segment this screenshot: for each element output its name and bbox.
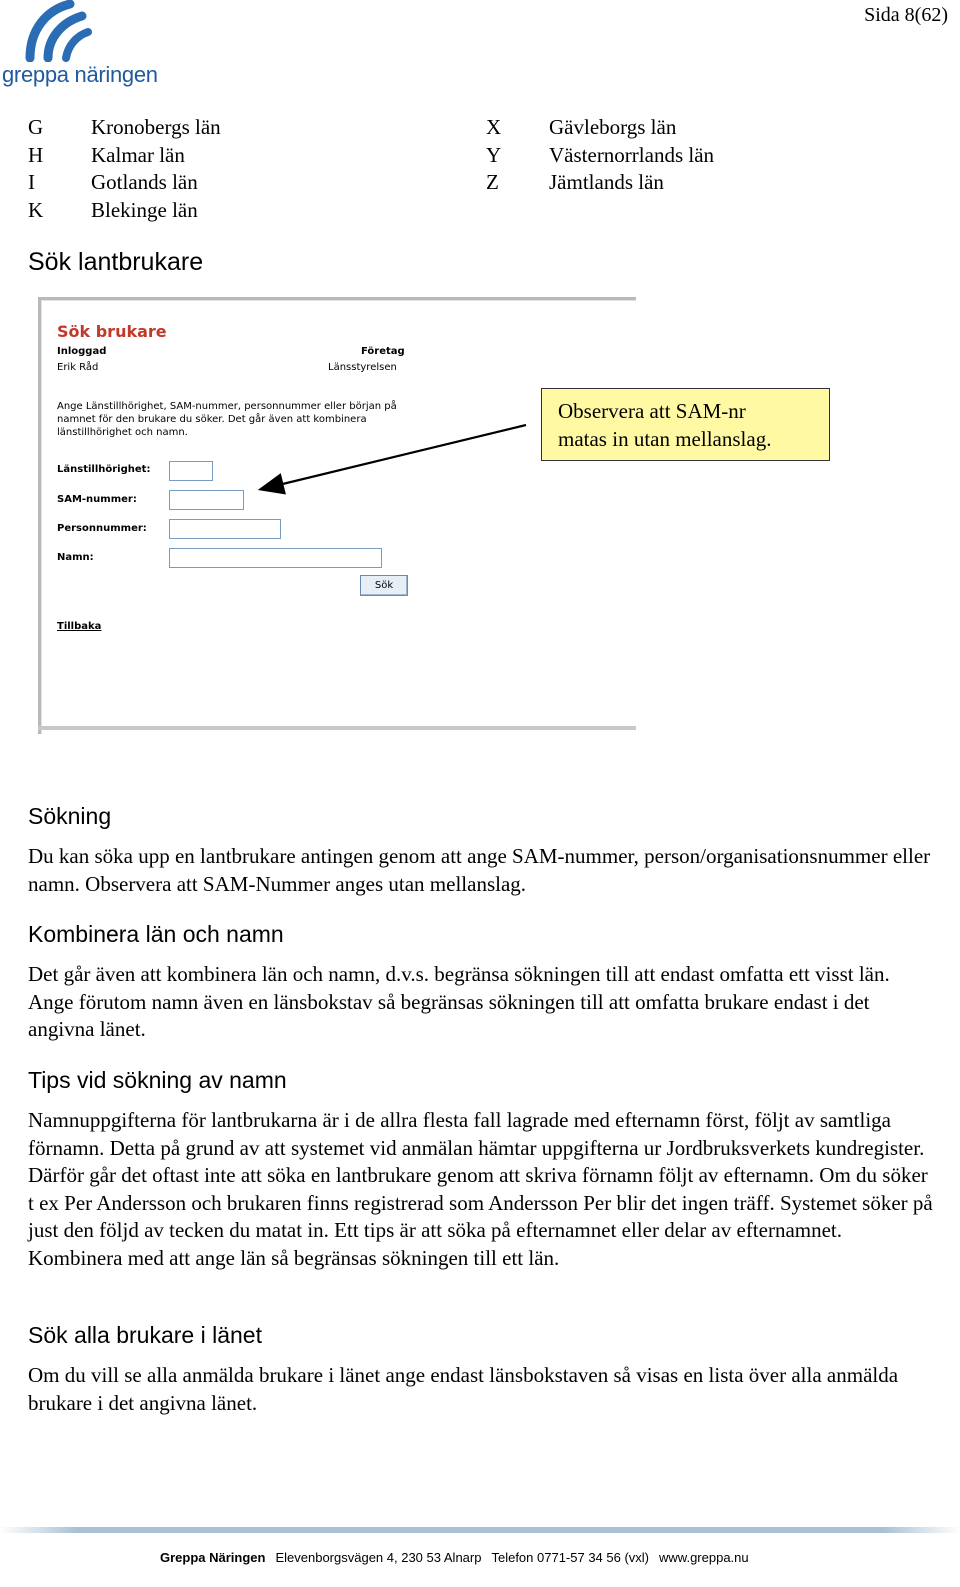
form-title: Sök brukare xyxy=(57,322,167,341)
footer-org: Greppa Näringen xyxy=(160,1550,266,1565)
section-heading-tips: Tips vid sökning av namn xyxy=(28,1067,287,1093)
sam-number-input[interactable] xyxy=(169,490,244,510)
county-name: Kalmar län xyxy=(91,142,185,167)
county-name: Västernorrlands län xyxy=(549,142,715,167)
section-heading-sokning: Sökning xyxy=(28,803,112,829)
county-name: Gävleborgs län xyxy=(549,115,677,139)
company-label: Företag xyxy=(361,346,405,357)
back-link[interactable]: Tillbaka xyxy=(57,621,102,632)
greppa-logo-mark-icon xyxy=(22,0,92,62)
county-code: X xyxy=(486,115,502,139)
county-row xyxy=(28,114,428,142)
callout-line: Observera att SAM-nr xyxy=(558,399,746,423)
paragraph-sokning: Du kan söka upp en lantbrukare antingen genom att ange SAM-nummer, person/organisationsnummer eller namn. Observera att SAM-Nummer anges utan mellanslag. xyxy=(28,844,931,896)
callout-line: matas in utan mellanslag. xyxy=(558,427,772,451)
logo-text: greppa näringen xyxy=(2,62,158,87)
county-row xyxy=(28,169,428,197)
county-row xyxy=(28,197,428,225)
section-heading-sok-lantbrukare: Sök lantbrukare xyxy=(28,248,204,276)
county-code: K xyxy=(28,197,44,222)
county-list-right xyxy=(486,114,886,204)
county-input[interactable] xyxy=(169,461,213,481)
county-field-label: Länstillhörighet: xyxy=(57,464,151,475)
county-name: Kronobergs län xyxy=(91,115,221,139)
personal-number-label: Personnummer: xyxy=(57,523,147,534)
name-input[interactable] xyxy=(169,548,382,568)
company-value: Länsstyrelsen xyxy=(328,362,397,373)
footer-phone: Telefon 0771-57 34 56 (vxl) xyxy=(491,1550,650,1565)
county-code: Z xyxy=(486,170,499,194)
page-number: Sida 8(62) xyxy=(864,4,948,26)
county-code: Y xyxy=(486,142,502,167)
footer-address: Elevenborgsvägen 4, 230 53 Alnarp xyxy=(275,1550,482,1565)
callout-box xyxy=(541,388,830,461)
county-code: I xyxy=(28,170,35,194)
county-row xyxy=(486,114,886,142)
footer xyxy=(160,1550,759,1565)
footer-divider xyxy=(0,1527,960,1533)
paragraph-alla-brukare: Om du vill se alla anmälda brukare i länet ange endast länsbokstaven så visas en lista över alla anmälda brukare i det angivna länet. xyxy=(28,1363,899,1415)
county-list-left xyxy=(28,114,428,229)
section-heading-kombinera: Kombinera län och namn xyxy=(28,921,284,947)
sam-number-label: SAM-nummer: xyxy=(57,494,137,505)
county-code: G xyxy=(28,115,44,139)
county-name: Gotlands län xyxy=(91,170,198,194)
search-button[interactable]: Sök xyxy=(360,575,408,596)
login-value: Erik Råd xyxy=(57,362,99,373)
screenshot-bottom-edge xyxy=(38,726,636,730)
county-name: Blekinge län xyxy=(91,197,198,222)
paragraph-kombinera: Det går även att kombinera län och namn, d.v.s. begränsa sökningen till att endast omfatta ett visst län. Ange förutom namn även en länsbokstav så begränsas sökningen till att omfatta brukare endast i det angivna länet. xyxy=(28,962,890,1041)
section-heading-alla-brukare: Sök alla brukare i länet xyxy=(28,1322,262,1348)
form-instructions: Ange Länstillhörighet, SAM-nummer, personnummer eller början på namnet för den brukare du söker. Det går även att kombinera länstillhörighet och namn. xyxy=(57,401,397,438)
county-name: Jämtlands län xyxy=(549,170,664,194)
footer-web: www.greppa.nu xyxy=(659,1550,749,1565)
county-row xyxy=(486,169,886,197)
paragraph-tips: Namnuppgifterna för lantbrukarna är i de allra flesta fall lagrade med efternamn först, följt av samtliga förnamn. Detta på grund av att systemet vid anmälan hämtar uppgifterna ur Jordbruksverkets kundregister. Därför går det oftast inte att söka en lantbrukare genom att skriva förnamn följt av efternamn. Om du söker t ex Per Andersson och brukaren finns registrerad som Andersson Per blir det ingen träff. Systemet söker på just den följd av tecken du matat in. Ett tips är att söka på efternamnet eller delar av efternamnet. Kombinera med att ange län så begränsas sökningen till ett län. xyxy=(28,1108,933,1270)
personal-number-input[interactable] xyxy=(169,519,281,539)
county-row xyxy=(486,142,886,170)
county-code: H xyxy=(28,142,44,167)
name-label: Namn: xyxy=(57,552,94,563)
login-label: Inloggad xyxy=(57,346,107,357)
search-form-screenshot xyxy=(38,297,636,734)
county-row xyxy=(28,142,428,170)
